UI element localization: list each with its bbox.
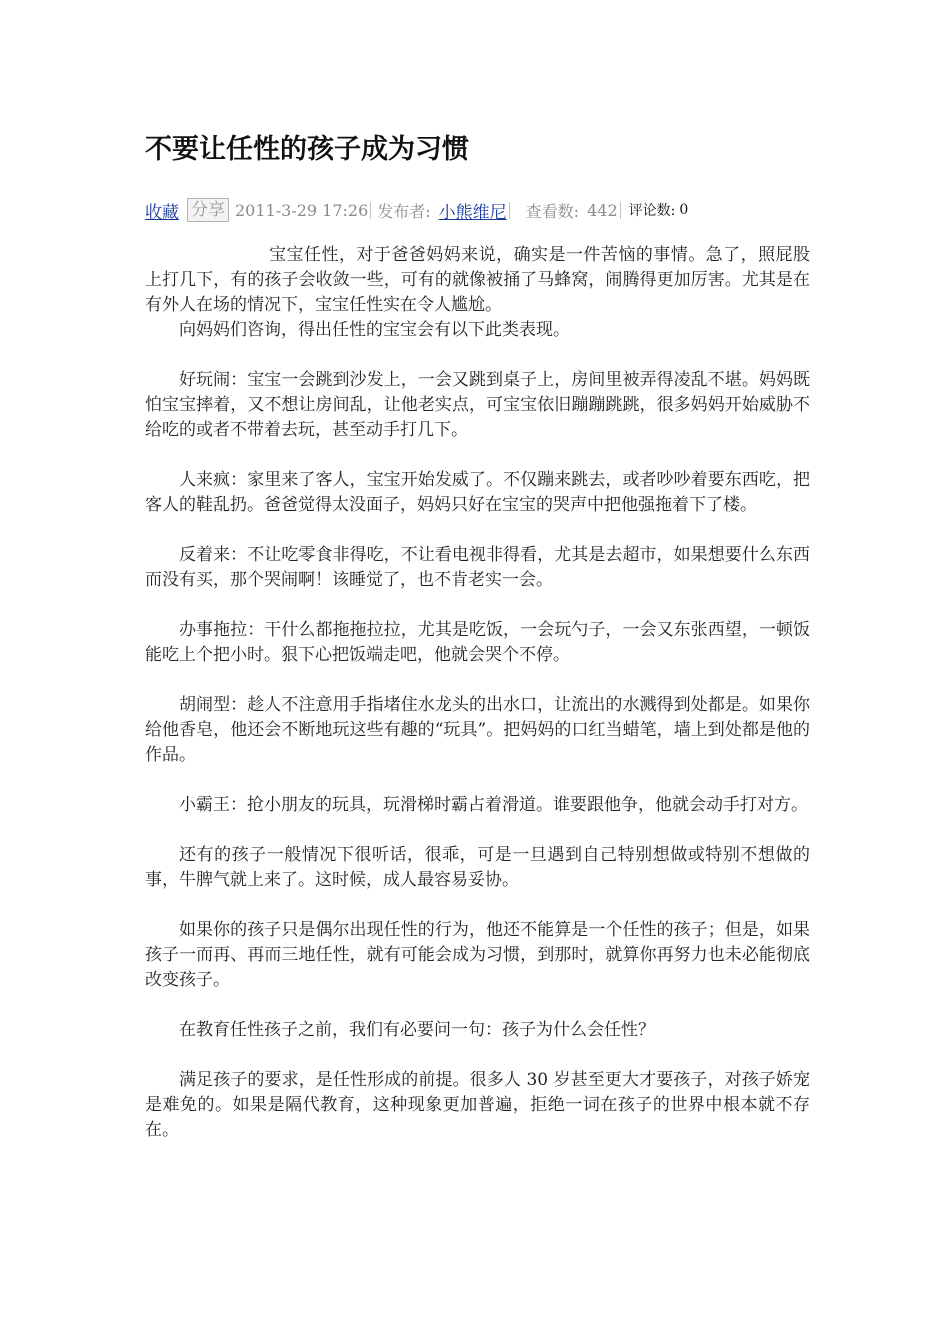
article-meta-bar bbox=[145, 197, 688, 223]
paragraph: 如果你的孩子只是偶尔出现任性的行为，他还不能算是一个任性的孩子；但是，如果孩子一而再、再而三地任性，就有可能会成为习惯，到那时，就算你再努力也未必能彻底改变孩子。 bbox=[145, 920, 810, 990]
comments-count: 0 bbox=[679, 202, 689, 218]
views-count: 442 bbox=[587, 200, 618, 220]
publisher-name-link[interactable]: 小熊维尼 bbox=[438, 202, 507, 223]
paragraph: 办事拖拉：干什么都拖拖拉拉，尤其是吃饭，一会玩勺子，一会又东张西望，一顿饭能吃上个把小时。狠下心把饭端走吧，他就会哭个不停。 bbox=[145, 620, 810, 665]
favorite-link[interactable]: 收藏 bbox=[145, 202, 179, 223]
meta-separator bbox=[370, 202, 371, 219]
article-title: 不要让任性的孩子成为习惯 bbox=[145, 134, 469, 165]
share-button[interactable]: 分享 bbox=[187, 198, 229, 222]
paragraph: 好玩闹：宝宝一会跳到沙发上，一会又跳到桌子上，房间里被弄得凌乱不堪。妈妈既怕宝宝摔着，又不想让房间乱，让他老实点，可宝宝依旧蹦蹦跳跳，很多妈妈开始威胁不给吃的或者不带着去玩，甚至动手打几下。 bbox=[145, 370, 810, 440]
paragraph: 还有的孩子一般情况下很听话，很乖，可是一旦遇到自己特别想做或特别不想做的事，牛脾气就上来了。这时候，成人最容易妥协。 bbox=[145, 845, 810, 890]
meta-separator bbox=[509, 202, 510, 219]
comments-label: 评论数: bbox=[628, 203, 676, 219]
paragraph: 满足孩子的要求，是任性形成的前提。很多人 30 岁甚至更大才要孩子，对孩子娇宠是难免的。如果是隔代教育，这种现象更加普遍，拒绝一词在孩子的世界中根本就不存在。 bbox=[145, 1070, 810, 1140]
paragraph: 人来疯：家里来了客人，宝宝开始发威了。不仅蹦来跳去，或者吵吵着要东西吃，把客人的鞋乱扔。爸爸觉得太没面子，妈妈只好在宝宝的哭声中把他强拖着下了楼。 bbox=[145, 470, 810, 515]
article-body bbox=[145, 243, 810, 1168]
publish-datetime: 2011-3-29 17:26 bbox=[235, 200, 369, 220]
paragraph: 宝宝任性，对于爸爸妈妈来说，确实是一件苦恼的事情。急了，照屁股上打几下，有的孩子会收敛一些，可有的就像被捅了马蜂窝，闹腾得更加厉害。尤其是在有外人在场的情况下，宝宝任性实在令人尴尬。 bbox=[145, 245, 810, 315]
paragraph: 胡闹型：趁人不注意用手指堵住水龙头的出水口，让流出的水溅得到处都是。如果你给他香皂，他还会不断地玩这些有趣的“玩具”。把妈妈的口红当蜡笔，墙上到处都是他的作品。 bbox=[145, 695, 810, 765]
meta-separator bbox=[620, 202, 621, 219]
publisher-label: 发布者: bbox=[377, 201, 431, 221]
views-label: 查看数: bbox=[525, 201, 580, 221]
paragraph: 在教育任性孩子之前，我们有必要问一句：孩子为什么会任性？ bbox=[179, 1020, 655, 1040]
paragraph: 反着来：不让吃零食非得吃，不让看电视非得看，尤其是去超市，如果想要什么东西而没有买，那个哭闹啊！该睡觉了，也不肯老实一会。 bbox=[145, 545, 810, 590]
paragraph: 小霸王：抢小朋友的玩具，玩滑梯时霸占着滑道。谁要跟他争，他就会动手打对方。 bbox=[179, 795, 808, 815]
paragraph: 向妈妈们咨询，得出任性的宝宝会有以下此类表现。 bbox=[179, 320, 570, 340]
